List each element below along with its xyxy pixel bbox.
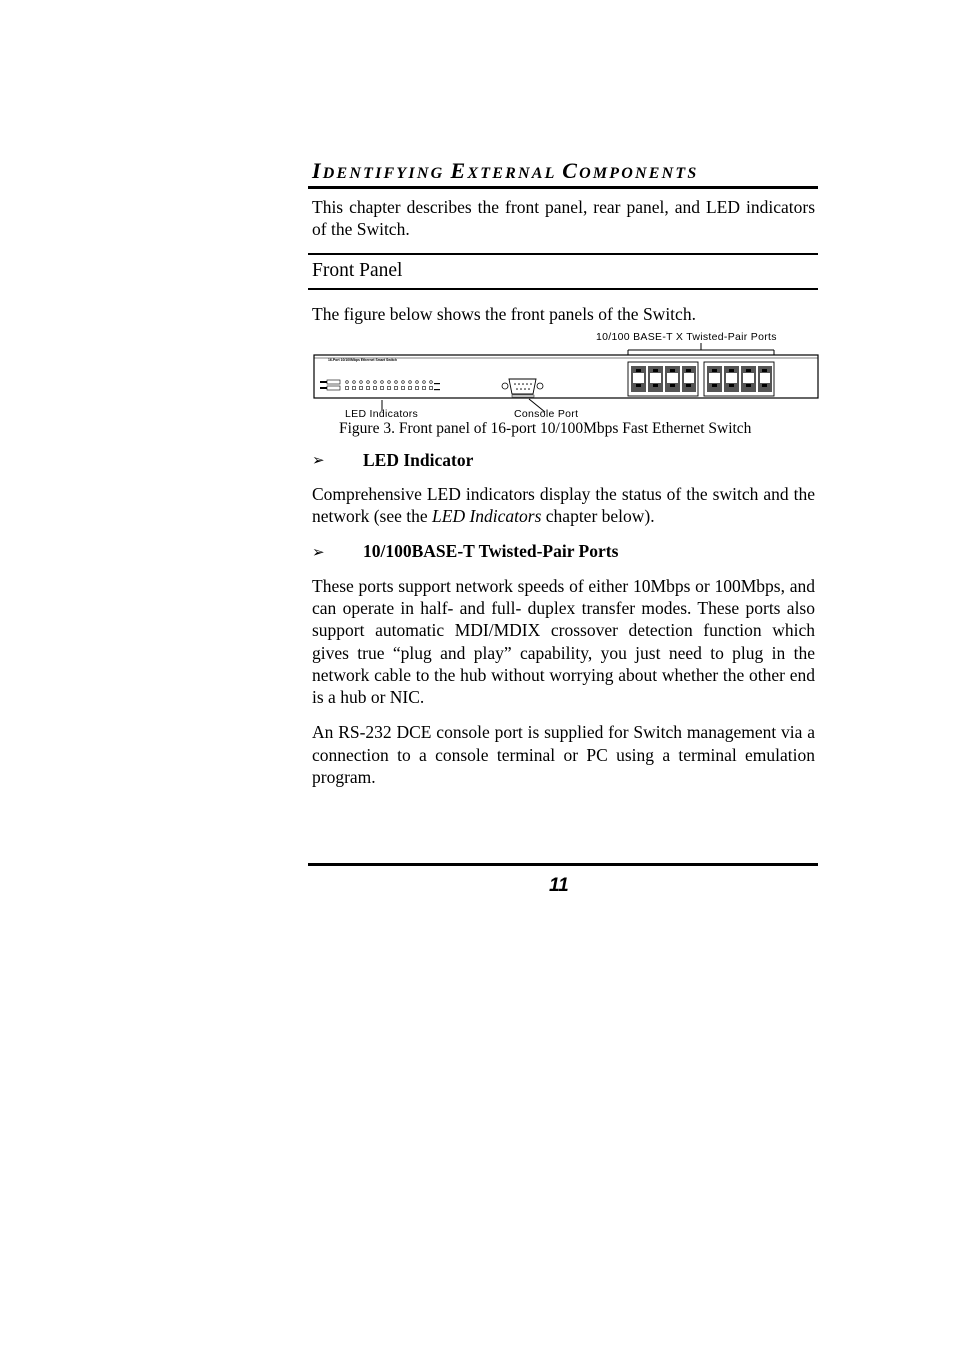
section-heading: Front Panel — [312, 260, 403, 281]
rj45-port-block-2 — [704, 362, 774, 396]
footer-rule — [308, 863, 818, 866]
bullet-arrow-icon: ➢ — [312, 543, 325, 561]
rj45-port-block-1 — [628, 362, 698, 396]
item-heading-twisted-pair-ports: 10/100BASE-T Twisted-Pair Ports — [363, 541, 619, 561]
item-heading-led-indicator: LED Indicator — [363, 450, 474, 470]
console-paragraph: An RS-232 DCE console port is supplied for Switch management via a connection to a console terminal or PC using a terminal emulation program. — [312, 722, 815, 787]
ports-bracket — [628, 343, 774, 355]
section-top-rule — [308, 253, 818, 255]
intro-paragraph: This chapter describes the front panel, rear panel, and LED indicators of the Switch. — [312, 197, 815, 239]
section-lead: The figure below shows the front panels of the Switch. — [312, 304, 696, 324]
section-bottom-rule — [308, 288, 818, 290]
title-cap: I — [312, 158, 323, 183]
led-indicator-paragraph — [312, 483, 815, 527]
title-rest: DENTIFYING — [322, 165, 445, 182]
panel-model-text: 16-Port 10/100Mbps Ethernet Smart Switch — [328, 358, 397, 362]
page-number: 11 — [549, 875, 569, 896]
title-cap: E — [450, 158, 468, 183]
ports-label: 10/100 BASE-T X Twisted-Pair Ports — [596, 331, 777, 343]
ports-paragraph: These ports support network speeds of either 10Mbps or 100Mbps, and can operate in half- and full- duplex transfer modes. These ports also support automatic MDI/MDIX crossover detection function which gives true “plug and play” capability, you just need to plug in the network cable to the hub without worrying about whether the other end is a hub or NIC. — [312, 576, 815, 708]
figure-caption: Figure 3. Front panel of 16-port 10/100Mbps Fast Ethernet Switch — [339, 420, 752, 437]
led-para-text-end: chapter below). — [541, 506, 655, 526]
led-para-emphasis: LED Indicators — [432, 506, 542, 526]
led-indicators-label: LED Indicators — [345, 408, 419, 420]
bullet-arrow-icon: ➢ — [312, 451, 325, 469]
led-para-text: Comprehensive LED indicators display the status of the switch and the network (see the — [312, 484, 815, 526]
title-rest: OMPONENTS — [579, 165, 699, 182]
chapter-title — [312, 158, 698, 187]
title-rule — [308, 186, 818, 189]
title-rest: XTERNAL — [467, 165, 557, 182]
console-port-label: Console Port — [514, 408, 579, 420]
title-cap: C — [562, 158, 580, 183]
